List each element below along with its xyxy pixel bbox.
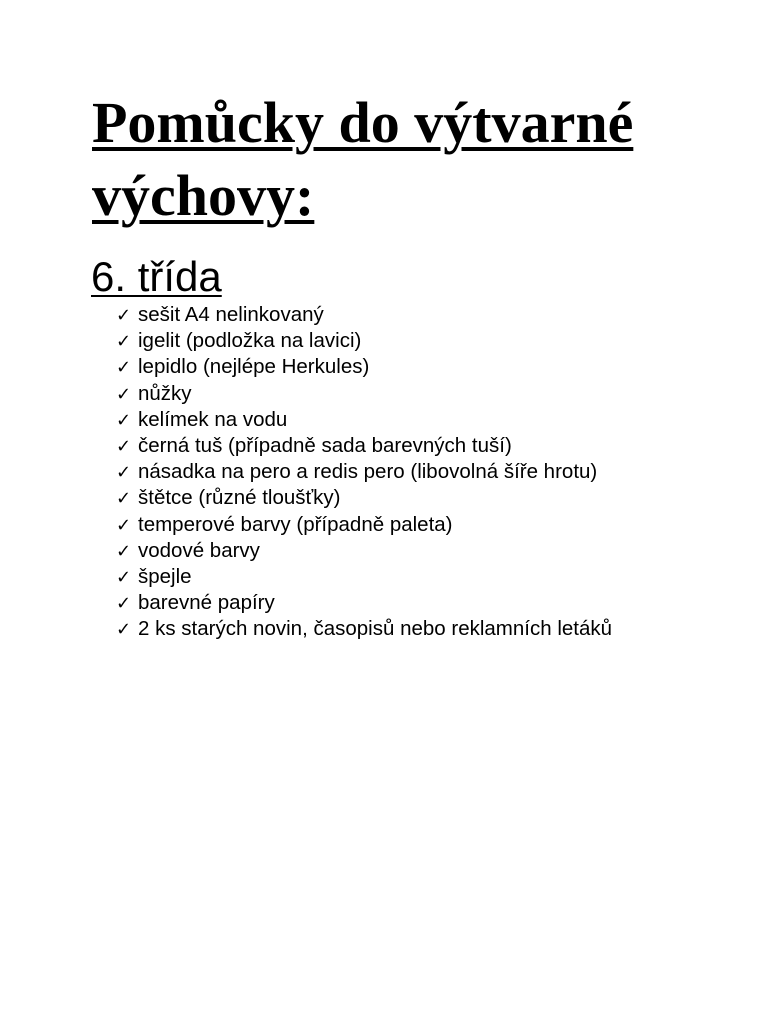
check-icon: ✓ (116, 357, 132, 379)
check-icon: ✓ (116, 383, 132, 405)
check-icon: ✓ (116, 305, 132, 326)
list-item (116, 433, 612, 459)
list-item-label: barevné papíry (138, 591, 275, 615)
list-item-label: násadka na pero a redis pero (libovolná šíře hrotu) (138, 460, 598, 484)
check-icon: ✓ (116, 540, 132, 562)
list-item (116, 538, 612, 564)
list-item (116, 564, 612, 590)
check-icon: ✓ (116, 593, 132, 615)
list-item-label: černá tuš (případně sada barevných tuší) (138, 434, 512, 458)
list-item-label: 2 ks starých novin, časopisů nebo reklamních letáků (138, 617, 613, 641)
list-item (116, 354, 612, 380)
list-item-label: kelímek na vodu (138, 407, 288, 431)
check-icon: ✓ (116, 331, 132, 353)
check-icon: ✓ (116, 514, 132, 536)
list-item-label: špejle (138, 565, 192, 589)
list-item (116, 302, 612, 328)
check-icon: ✓ (116, 567, 132, 589)
check-icon: ✓ (116, 436, 132, 458)
list-item (116, 616, 612, 642)
list-item (116, 512, 612, 538)
supplies-list (116, 302, 612, 643)
page-title: Pomůcky do výtvarné výchovy: (92, 90, 634, 228)
list-item-label: nůžky (138, 381, 192, 405)
list-item-label: lepidlo (nejlépe Herkules) (138, 355, 370, 379)
check-icon: ✓ (116, 462, 132, 484)
list-item-label: štětce (různé tloušťky) (138, 486, 341, 510)
list-item (116, 381, 612, 407)
check-icon: ✓ (116, 409, 132, 431)
list-item (116, 328, 612, 354)
list-item (116, 590, 612, 616)
check-icon: ✓ (116, 488, 132, 510)
list-item-label: temperové barvy (případně paleta) (138, 512, 453, 536)
list-item (116, 407, 612, 433)
list-item-label: sešit A4 nelinkovaný (138, 303, 324, 326)
list-item-label: igelit (podložka na lavici) (138, 329, 362, 353)
list-item (116, 485, 612, 511)
list-item (116, 459, 612, 485)
check-icon: ✓ (116, 619, 132, 641)
grade-heading: 6. třída (91, 253, 222, 300)
list-item-label: vodové barvy (138, 538, 260, 562)
